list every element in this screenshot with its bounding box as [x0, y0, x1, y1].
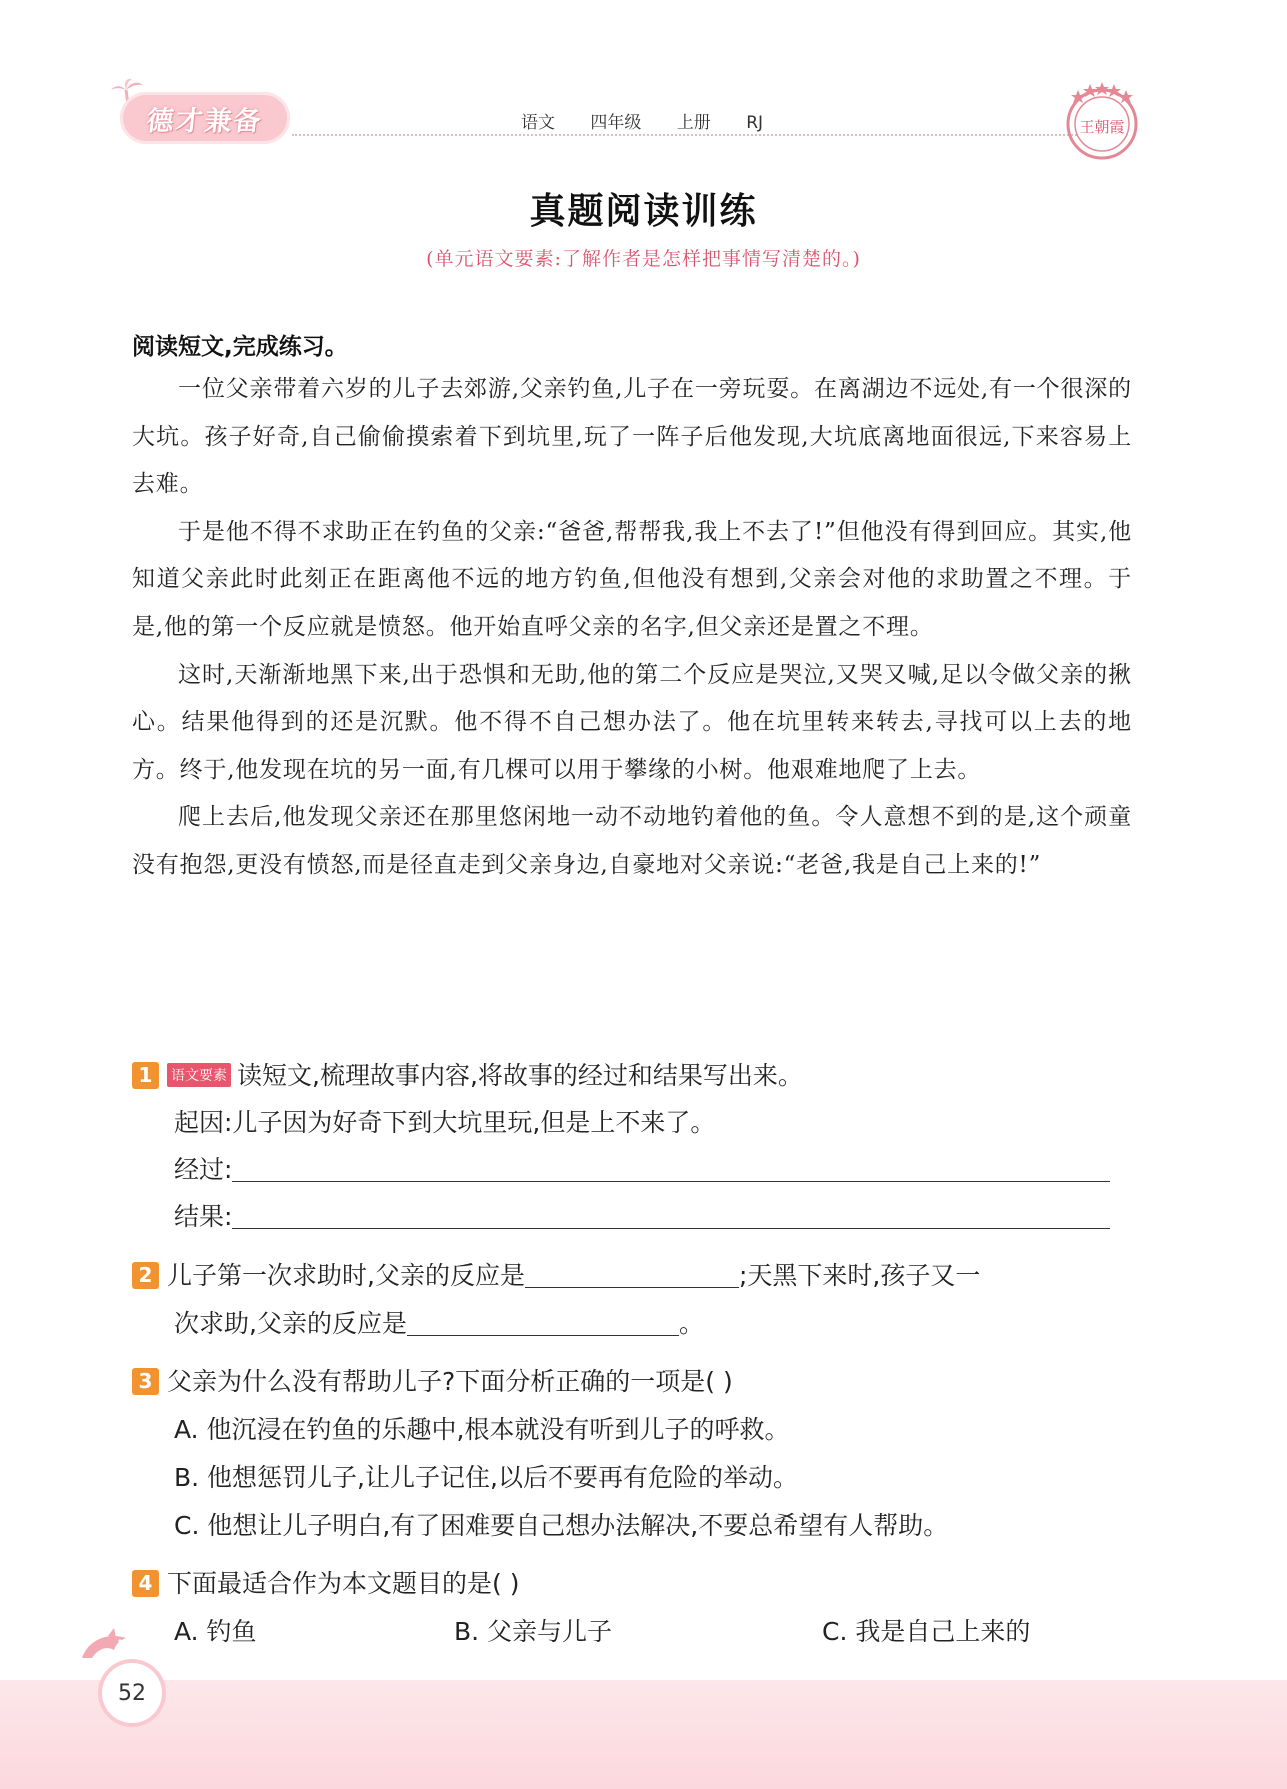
question-tag: 语文要素 [167, 1063, 231, 1087]
q1-process-row [174, 1150, 1110, 1186]
question-3 [132, 1362, 1132, 1398]
passage-paragraph: 这时,天渐渐地黑下来,出于恐惧和无助,他的第二个反应是哭泣,又哭又喊,足以令做父亲的揪心。结果他得到的还是沉默。他不得不自己想办法了。他在坑里转来转去,寻找可以上去的地方。终于,他发现在坑的另一面,有几棵可以用于攀缘的小树。他艰难地爬了上去。 [132, 661, 1132, 783]
q2-answer-line-1[interactable] [525, 1261, 739, 1288]
subject-label: 语文 [521, 113, 555, 133]
q4-option-a[interactable]: A. 钓鱼 [174, 1617, 257, 1646]
q4-option-b[interactable]: B. 父亲与儿子 [454, 1617, 613, 1646]
q3-option-a[interactable]: A. 他沉浸在钓鱼的乐趣中,根本就没有听到儿子的呼救。 [174, 1415, 790, 1444]
question-text: 父亲为什么没有帮助儿子?下面分析正确的一项是( ) [167, 1367, 733, 1396]
passage-paragraph: 于是他不得不求助正在钓鱼的父亲:“爸爸,帮帮我,我上不去了!”但他没有得到回应。其实,他知道父亲此时此刻正在距离他不远的地方钓鱼,但他没有想到,父亲会对他的求助置之不理。于是,他的第一个反应就是愤怒。他开始直呼父亲的名字,但父亲还是置之不理。 [132, 518, 1132, 640]
author-seal-icon [1057, 76, 1147, 166]
question-number: 3 [132, 1368, 159, 1395]
footer-background [0, 1680, 1287, 1789]
question-text: 。 [678, 1309, 704, 1338]
q2-continued [174, 1304, 704, 1340]
unit-element-note: (单元语文要素:了解作者是怎样把事情写清楚的。) [426, 248, 861, 270]
page-number: 52 [102, 1663, 162, 1723]
q4-option-c[interactable]: C. 我是自己上来的 [822, 1617, 1031, 1646]
question-number: 4 [132, 1570, 159, 1597]
q1-process-answer-line[interactable] [232, 1155, 1110, 1182]
question-4 [132, 1564, 1132, 1600]
q1-cause: 起因:儿子因为好奇下到大坑里玩,但是上不来了。 [174, 1108, 716, 1137]
reading-passage [132, 366, 1132, 890]
passage-paragraph: 爬上去后,他发现父亲还在那里悠闲地一动不动地钓着他的鱼。令人意想不到的是,这个顽童没有抱怨,更没有愤怒,而是径直走到父亲身边,自豪地对父亲说:“老爸,我是自己上来的!” [132, 804, 1132, 878]
passage-paragraph: 一位父亲带着六岁的儿子去郊游,父亲钓鱼,儿子在一旁玩耍。在离湖边不远处,有一个很深的大坑。孩子好奇,自己偷偷摸索着下到坑里,玩了一阵子后他发现,大坑底离地面很远,下来容易上去难。 [132, 376, 1132, 498]
brand-logo [120, 92, 290, 144]
q1-process-label: 经过: [174, 1155, 233, 1184]
q2-answer-line-2[interactable] [407, 1309, 679, 1336]
q1-result-label: 结果: [174, 1202, 233, 1231]
reading-instruction: 阅读短文,完成练习。 [132, 334, 348, 360]
question-number: 1 [132, 1062, 159, 1089]
book-info [521, 108, 779, 133]
q1-result-row [174, 1197, 1110, 1233]
q3-option-b[interactable]: B. 他想惩罚儿子,让儿子记住,以后不要再有危险的举动。 [174, 1463, 798, 1492]
grade-label: 四年级 [590, 113, 642, 133]
edition-label: RJ [746, 113, 764, 133]
q1-result-answer-line[interactable] [232, 1202, 1110, 1229]
question-number: 2 [132, 1262, 159, 1289]
brand-logo-text: 德才兼备 [145, 105, 265, 137]
question-1 [132, 1056, 1132, 1092]
header-divider [292, 134, 1077, 136]
question-text: 读短文,梳理故事内容,将故事的经过和结果写出来。 [237, 1061, 803, 1090]
page-title: 真题阅读训练 [529, 191, 758, 232]
volume-label: 上册 [676, 113, 711, 133]
seal-text: 王朝霞 [1079, 118, 1125, 136]
q3-option-c[interactable]: C. 他想让儿子明白,有了困难要自己想办法解决,不要总希望有人帮助。 [174, 1511, 949, 1540]
question-text: 下面最适合作为本文题目的是( ) [167, 1569, 520, 1598]
question-text: 儿子第一次求助时,父亲的反应是 [167, 1261, 525, 1290]
question-text: ;天黑下来时,孩子又一 [738, 1261, 981, 1290]
question-text: 次求助,父亲的反应是 [174, 1309, 407, 1338]
question-2 [132, 1256, 1132, 1292]
